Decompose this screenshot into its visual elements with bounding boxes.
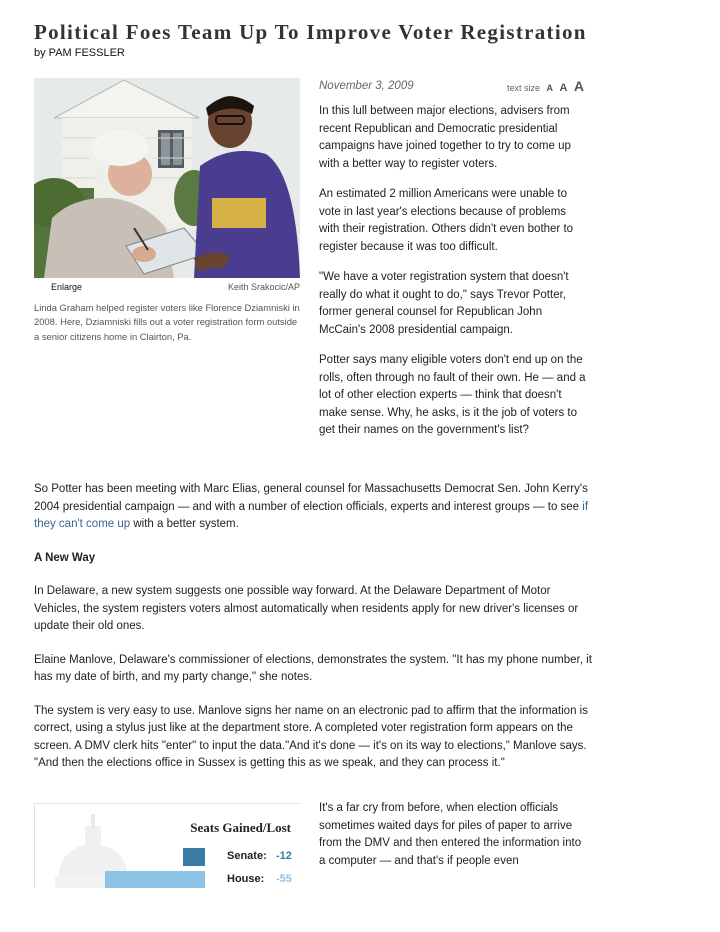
article-title: Political Foes Team Up To Improve Voter Registration (34, 20, 587, 44)
seats-bar (183, 848, 205, 866)
photo-illustration (34, 78, 300, 278)
paragraph: The system is very easy to use. Manlove signs her name on an electronic pad to affirm that the information is correct, using a stylus just like at the department store. A completed voter registration form appears on the screen. A DMV clerk hits "enter" to input the data."And it's done — it's on its way to elections," Manlove says. "And then the elections office in Sussex is getting this as we speak, and they can process it." (34, 704, 588, 769)
photo-caption: Linda Graham helped register voters like Florence Dziamniski in 2008. Here, Dziamniski fills out a voter registration form outside a senior citizens home in Clairton, Pa. (34, 302, 300, 342)
text-size-medium-button[interactable]: A (559, 82, 568, 94)
inline-link[interactable]: if they can't come up (34, 500, 589, 530)
article-date: November 3, 2009 (319, 80, 414, 92)
text-size-small-button[interactable]: A (546, 83, 554, 93)
enlarge-link[interactable]: Enlarge (51, 282, 83, 292)
paragraph-text: with a better system. (130, 518, 239, 530)
article-photo[interactable] (34, 78, 300, 278)
paragraph: It's a far cry from before, when election officials sometimes waited days for piles of paper to arrive from the DMV and then entered the information into a computer — and that's if people even (319, 802, 582, 867)
paragraph: An estimated 2 million Americans were unable to vote in last year's elections because of problems with their registration. Others didn't even bother to register because it was too difficult. (319, 188, 574, 253)
body-column (319, 103, 589, 453)
photo-block (34, 78, 300, 344)
seats-value: -55 (276, 873, 292, 885)
seats-label: Senate: (227, 850, 267, 862)
photo-credit: Keith Srakocic/AP (227, 282, 300, 292)
seats-graphic[interactable] (34, 803, 301, 888)
byline[interactable]: by PAM FESSLER (34, 47, 125, 59)
seats-bar (105, 871, 205, 888)
text-size-label: text size (507, 83, 541, 93)
body-column-lower (319, 800, 589, 883)
text-size-control (507, 78, 584, 96)
paragraph: "We have a voter registration system that doesn't really do what it ought to do," says Trevor Potter, former general counsel for Republican John McCain's 2008 presidential campaign. (319, 271, 569, 336)
text-size-large-button[interactable]: A (573, 78, 584, 94)
paragraph: Elaine Manlove, Delaware's commissioner of elections, demonstrates the system. "It has my phone number, it has my date of birth, and my party change," she notes. (34, 653, 592, 683)
seats-label: House: (227, 873, 265, 885)
paragraph: Potter says many eligible voters don't end up on the rolls, often through no fault of their own. He — and a lot of other election experts — think that doesn't make sense. Why, he asks, is it the job of voters to get their names on the government's list? (319, 354, 586, 436)
paragraph: In Delaware, a new system suggests one possible way forward. At the Delaware Department of Motor Vehicles, the system registers voters almost automatically when residents apply for new driver's licenses or update their old ones. (34, 585, 579, 632)
section-heading: A New Way (34, 551, 96, 564)
dateline (319, 80, 584, 94)
paragraph (34, 481, 594, 534)
body-full-width (34, 481, 594, 789)
paragraph-text: So Potter has been meeting with Marc Elias, general counsel for Massachusetts Democrat Sen. John Kerry's 2004 presidential campaign — and with a number of election officials, experts and interest groups — to see (34, 483, 588, 513)
paragraph: In this lull between major elections, advisers from recent Republican and Democratic presidential campaigns have joined together to try to come up with a better way to register voters. (319, 105, 571, 170)
graphic-title: Seats Gained/Lost (190, 820, 291, 835)
seats-value: -12 (276, 850, 292, 862)
